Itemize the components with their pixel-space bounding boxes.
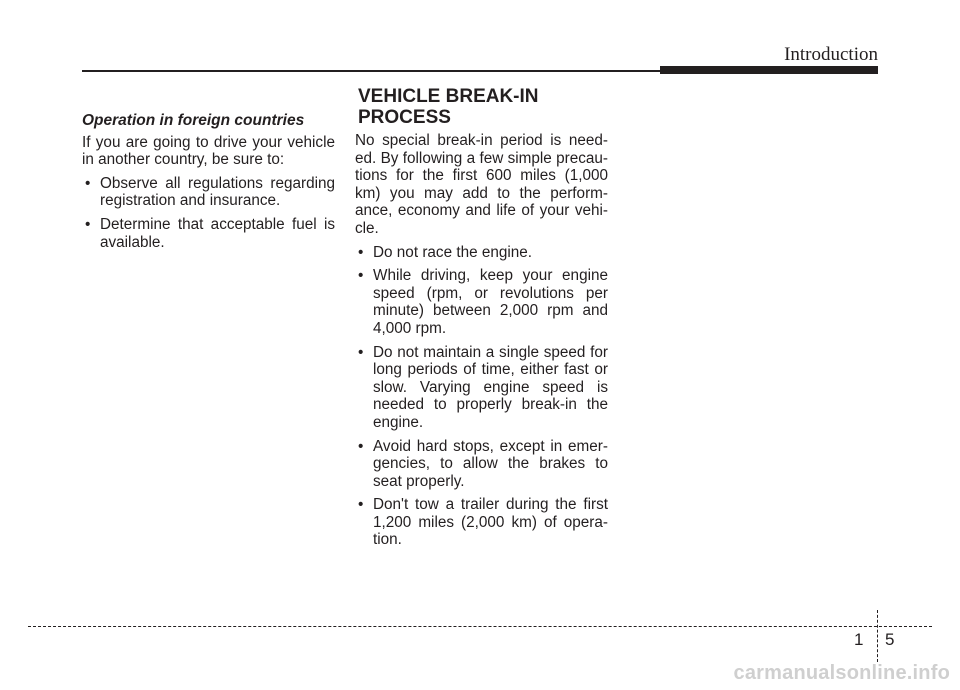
footer-rule bbox=[28, 626, 932, 627]
break-in-intro: No special break-in period is need-ed. By following a few simple precau-tions for the first 600 miles (1,000 km) you may add to the perform-ance, economy and life of your vehi-cle. bbox=[355, 132, 608, 237]
foreign-countries-intro: If you are going to drive your vehicle in another country, be sure to: bbox=[82, 133, 335, 169]
list-item-text: While driving, keep your engine speed (rpm, or revolutions per minute) between 2,000 rpm and 4,000 rpm. bbox=[373, 267, 608, 337]
bullet-icon: • bbox=[358, 437, 364, 455]
page-number-divider bbox=[877, 610, 878, 662]
chapter-number: 1 bbox=[854, 630, 864, 649]
break-in-heading-line1: VEHICLE BREAK-IN bbox=[358, 86, 539, 107]
foreign-countries-heading: Operation in foreign countries bbox=[82, 112, 305, 129]
section-title: Introduction bbox=[784, 44, 878, 65]
page-number: 5 bbox=[885, 630, 895, 649]
list-item bbox=[355, 438, 608, 491]
list-item bbox=[355, 496, 608, 549]
left-column bbox=[82, 86, 335, 257]
list-item bbox=[82, 216, 335, 251]
bullet-icon: • bbox=[358, 267, 364, 285]
header-rule bbox=[82, 70, 660, 72]
break-in-list bbox=[355, 244, 608, 550]
list-item-text: Don't tow a trailer during the first 1,200 miles (2,000 km) of opera-tion. bbox=[373, 496, 608, 549]
list-item bbox=[82, 175, 335, 210]
right-column bbox=[355, 86, 608, 555]
list-item bbox=[355, 267, 608, 337]
bullet-icon: • bbox=[85, 174, 91, 192]
break-in-heading-line2: PROCESS bbox=[358, 107, 451, 128]
bullet-icon: • bbox=[358, 496, 364, 514]
list-item bbox=[355, 244, 608, 262]
list-item-text: Avoid hard stops, except in emer-gencies, to allow the brakes to seat properly. bbox=[373, 437, 608, 490]
list-item bbox=[355, 344, 608, 432]
list-item-text: Do not race the engine. bbox=[373, 243, 533, 261]
foreign-countries-list bbox=[82, 175, 335, 251]
list-item-text: Determine that acceptable fuel is available. bbox=[100, 215, 335, 251]
break-in-heading bbox=[358, 86, 608, 128]
watermark: carmanualsonline.info bbox=[733, 662, 950, 684]
header-rule-thick bbox=[660, 66, 878, 74]
bullet-icon: • bbox=[358, 243, 364, 261]
list-item-text: Do not maintain a single speed for long periods of time, either fast or slow. Varying engine speed is needed to properly break-in the engine. bbox=[373, 343, 608, 431]
bullet-icon: • bbox=[85, 215, 91, 233]
list-item-text: Observe all regulations regarding registration and insurance. bbox=[100, 174, 335, 210]
bullet-icon: • bbox=[358, 343, 364, 361]
